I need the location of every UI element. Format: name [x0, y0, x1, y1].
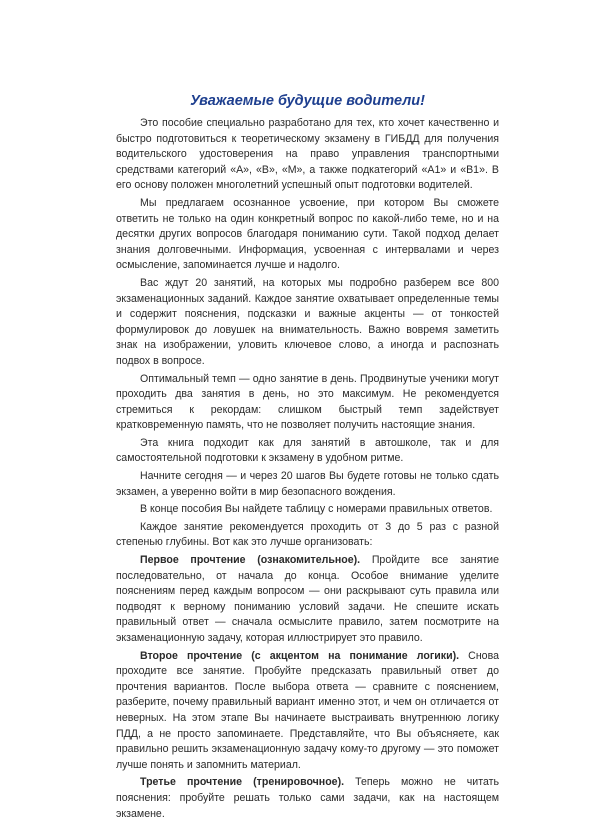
stage-second-reading [116, 649, 499, 774]
stage-second-text: Снова проходите все занятие. Пробуйте предсказать правильный ответ до прочтения вариантов. После выбора ответа — сравните с пояснением, разберите, почему правильный вариант именно этот, и чем он отличается от неверных. На этом этапе Вы начинаете выстраивать внутреннюю логику ПДД, а не просто запоминаете. Представляйте, что Вы объясняете, как правильно решить экзаменационную задачу кому-то другому — это поможет лучше понять и запомнить материал. [116, 649, 499, 771]
stage-third-lead: Третье прочтение (тренировочное). [140, 776, 345, 789]
tempo-paragraph: Оптимальный темп — одно занятие в день. Продвинутые ученики могут проходить два занятия в день, но это максимум. Не рекомендуется стремиться к рекордам: слишком быстрый темп задействует кратковременную память, что не позволяет получить настоящие знания. [116, 372, 499, 432]
stage-second-lead: Второе прочтение (с акцентом на понимание логики). [140, 649, 460, 662]
stage-first-reading [116, 553, 499, 647]
stage-first-text: Пройдите все занятие последовательно, от начала до конца. Особое внимание уделите пояснениям перед каждым вопросом — они раскрывают суть правила или подводят к верному пониманию условий задачи. Не спешите искать правильный ответ — сначала осмыслите правило, затем посмотрите на экзаменационную задачу, которая иллюстрирует это правило. [116, 554, 499, 644]
approach-paragraph: Мы предлагаем осознанное усвоение, при котором Вы сможете ответить не только на один конкретный вопрос по какой-либо теме, но и на десятки других вопросов благодаря пониманию сути. Такой подход делает знания долговечными. Информация, усвоенная с интервалами и через осмысление, запоминается лучше и надолго. [116, 196, 499, 272]
lessons-paragraph: Вас ждут 20 занятий, на которых мы подробно разберем все 800 экзаменационных заданий. Каждое занятие охватывает определенные темы и содержит пояснения, подсказки и важные акценты — от тонкостей формулировок до ловушек на внимательность. Важно вовремя заметить знак на изображении, уловить ключевое слово, а иногда и распознать подвох в вопросе. [116, 276, 499, 367]
repetition-paragraph: Каждое занятие рекомендуется проходить от 3 до 5 раз с разной степенью глубины. Вот как это лучше организовать: [116, 520, 499, 549]
stage-first-lead: Первое прочтение (ознакомительное). [140, 554, 361, 567]
page-content [116, 92, 499, 824]
stage-third-reading [116, 775, 499, 822]
stage-third-text: Теперь можно не читать пояснения: пробуйте решать только сами задачи, как на настоящем экзамене. [116, 776, 499, 820]
page-title: Уважаемые будущие водители! [190, 93, 425, 109]
start-paragraph: Начните сегодня — и через 20 шагов Вы будете готовы не только сдать экзамен, а уверенно войти в мир безопасного вождения. [116, 470, 499, 498]
answers-table-paragraph: В конце пособия Вы найдете таблицу с номерами правильных ответов. [140, 503, 493, 516]
usage-paragraph: Эта книга подходит как для занятий в автошколе, так и для самостоятельной подготовки к экзамену в удобном ритме. [116, 436, 499, 465]
intro-paragraph: Это пособие специально разработано для тех, кто хочет качественно и быстро подготовиться к теоретическому экзамену в ГИБДД для получения водительского удостоверения на право управления транспортными средствами категорий «А», «В», «М», а также подкатегорий «А1» и «В1». В его основу положен многолетний успешный опыт подготовки водителей. [116, 117, 499, 192]
